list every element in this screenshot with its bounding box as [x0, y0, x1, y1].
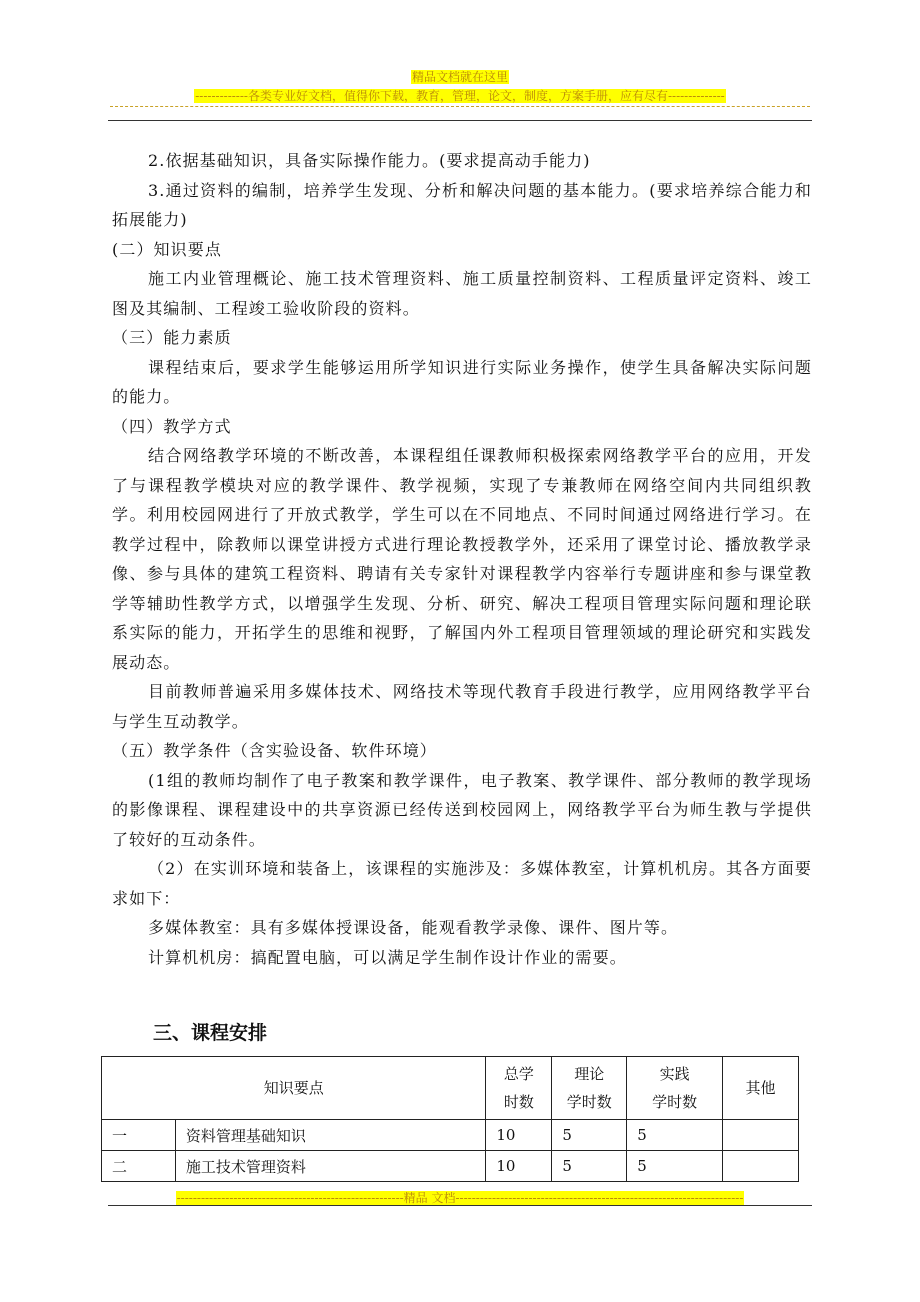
- header-topic: 知识要点: [102, 1057, 486, 1120]
- header-theory-hours: [552, 1057, 627, 1120]
- conditions-paragraph-1: (1组的教师均制作了电子教案和教学课件，电子教案、教学课件、部分教师的教学现场的影像课程、课程建设中的共享资源已经传送到校园网上，网络教学平台为师生教与学提供了较好的互动条件。: [112, 770, 812, 849]
- header-total-line2: 时数: [503, 1093, 534, 1111]
- row-number: 二: [102, 1151, 176, 1182]
- table-row: [102, 1120, 799, 1151]
- header-theory-line1: 理论: [574, 1065, 605, 1083]
- footer-text: --------------------------------------------------------精品 文档-----------------------------------------------------------------------: [176, 1191, 744, 1205]
- header-title-text: 精品文档就在这里: [411, 70, 508, 84]
- table-header-row: [102, 1057, 799, 1120]
- header-practice-line2: 学时数: [652, 1093, 698, 1111]
- row-total: 10: [486, 1120, 552, 1151]
- section-method-heading: （四）教学方式: [112, 416, 232, 436]
- course-schedule-table: [101, 1056, 799, 1182]
- row-theory: 5: [552, 1151, 627, 1182]
- header-title: [0, 66, 920, 85]
- header-other: 其他: [723, 1057, 799, 1120]
- section-3-title: 三、课程安排: [153, 1022, 268, 1044]
- objective-item-2: 2.依据基础知识，具备实际操作能力。(要求提高动手能力): [148, 151, 591, 170]
- header-practice-line1: 实践: [659, 1065, 690, 1083]
- row-other: [723, 1151, 799, 1182]
- method-paragraph-1: 结合网络教学环境的不断改善，本课程组任课教师积极探索网络教学平台的应用，开发了与课程教学模块对应的教学课件、教学视频，实现了专兼教师在网络空间内共同组织教学。利用校园网进行了开放式教学，学生可以在不同地点、不同时间通过网络进行学习。在教学过程中，除教师以课堂讲授方式进行理论教授教学外，还采用了课堂讨论、播放教学录像、参与具体的建筑工程资料、聘请有关专家针对课程教学内容举行专题讲座和参与课堂教学等辅助性教学方式，以增强学生发现、分析、研究、解决工程项目管理实际问题和理论联系实际的能力，开拓学生的思维和视野，了解国内外工程项目管理领域的理论研究和实践发展动态。: [112, 446, 812, 672]
- row-practice: 5: [627, 1151, 723, 1182]
- header-rule: [108, 120, 812, 121]
- section-ability-heading: （三）能力素质: [112, 328, 232, 347]
- table-row: [102, 1151, 799, 1182]
- row-total: 10: [486, 1151, 552, 1182]
- row-topic: 资料管理基础知识: [175, 1120, 485, 1151]
- header-total-line1: 总学: [503, 1065, 534, 1083]
- document-body: [112, 146, 812, 972]
- conditions-computer: 计算机机房：搞配置电脑，可以满足学生制作设计作业的需要。: [148, 947, 627, 967]
- header-tagline: [0, 85, 920, 104]
- ability-paragraph: 课程结束后，要求学生能够运用所学知识进行实际业务操作，使学生具备解决实际问题的能力。: [112, 357, 812, 406]
- section-knowledge-heading: (二）知识要点: [112, 239, 222, 259]
- header-practice-hours: [627, 1057, 723, 1120]
- section-conditions-heading: （五）教学条件（含实验设备、软件环境）: [112, 741, 437, 760]
- footer-rule: [108, 1205, 812, 1206]
- method-paragraph-2: 目前教师普遍采用多媒体技术、网络技术等现代教育手段进行教学，应用网络教学平台与学生互动教学。: [112, 682, 812, 731]
- row-practice: 5: [627, 1120, 723, 1151]
- objective-item-3: 3.通过资料的编制，培养学生发现、分析和解决问题的基本能力。(要求培养综合能力和拓展能力): [112, 180, 812, 229]
- row-other: [723, 1120, 799, 1151]
- row-number: 一: [102, 1120, 176, 1151]
- header-tagline-text: -------------各类专业好文档，值得你下载，教育，管理，论文，制度，方案手册，应有尽有--------------: [195, 89, 725, 103]
- footer-banner: [0, 1187, 920, 1206]
- row-topic: 施工技术管理资料: [175, 1151, 485, 1182]
- knowledge-paragraph: 施工内业管理概论、施工技术管理资料、施工质量控制资料、工程质量评定资料、竣工图及其编制、工程竣工验收阶段的资料。: [112, 269, 812, 318]
- header-total-hours: [486, 1057, 552, 1120]
- header-theory-line2: 学时数: [566, 1093, 612, 1111]
- header-dashed-divider: [110, 106, 810, 107]
- conditions-multimedia: 多媒体教室：具有多媒体授课设备，能观看教学录像、课件、图片等。: [148, 918, 679, 937]
- conditions-paragraph-2: （2）在实训环境和装备上，该课程的实施涉及：多媒体教室，计算机机房。其各方面要求如下：: [112, 859, 812, 908]
- row-theory: 5: [552, 1120, 627, 1151]
